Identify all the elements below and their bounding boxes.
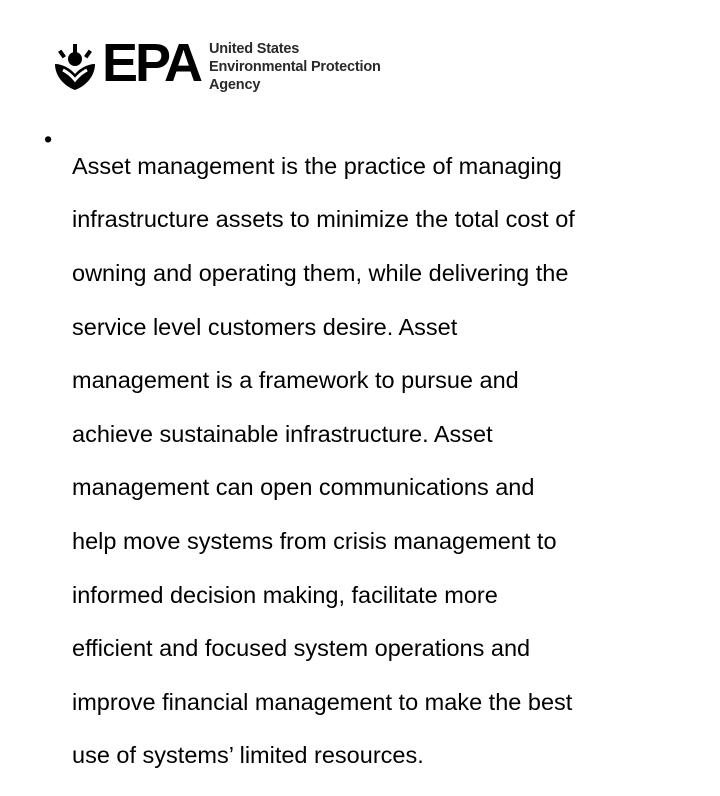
text-line: help move systems from crisis management to: [72, 527, 557, 554]
text-line: service level customers desire. Asset: [72, 313, 458, 340]
text-line: informed decision making, facilitate more: [72, 581, 498, 608]
bullet-text: [72, 126, 684, 796]
text-line: management is a framework to pursue and: [72, 367, 519, 394]
text-line: owning and operating them, while delivering the: [72, 259, 569, 286]
text-line: management can open communications and: [72, 474, 535, 501]
text-line: use of systems’ limited resources.: [72, 742, 424, 769]
text-line: infrastructure assets to minimize the total cost of: [72, 206, 575, 233]
agency-name-line-3: Agency: [209, 77, 261, 93]
agency-name-line-2: Environmental Protection: [209, 59, 381, 75]
text-line: improve financial management to make the best: [72, 688, 573, 715]
slide-content: [44, 126, 684, 796]
text-line: efficient and focused system operations and: [72, 635, 531, 662]
epa-flower-icon: [52, 42, 98, 92]
text-line: Asset management is the practice of managing: [72, 152, 562, 179]
agency-name-line-1: United States: [209, 41, 300, 57]
bullet-item: [44, 126, 684, 796]
epa-logo: [52, 33, 412, 96]
bullet-marker: •: [44, 126, 53, 152]
epa-letters: EPA: [102, 33, 201, 93]
text-line: achieve sustainable infrastructure. Asset: [72, 420, 493, 447]
agency-name: [209, 40, 381, 94]
